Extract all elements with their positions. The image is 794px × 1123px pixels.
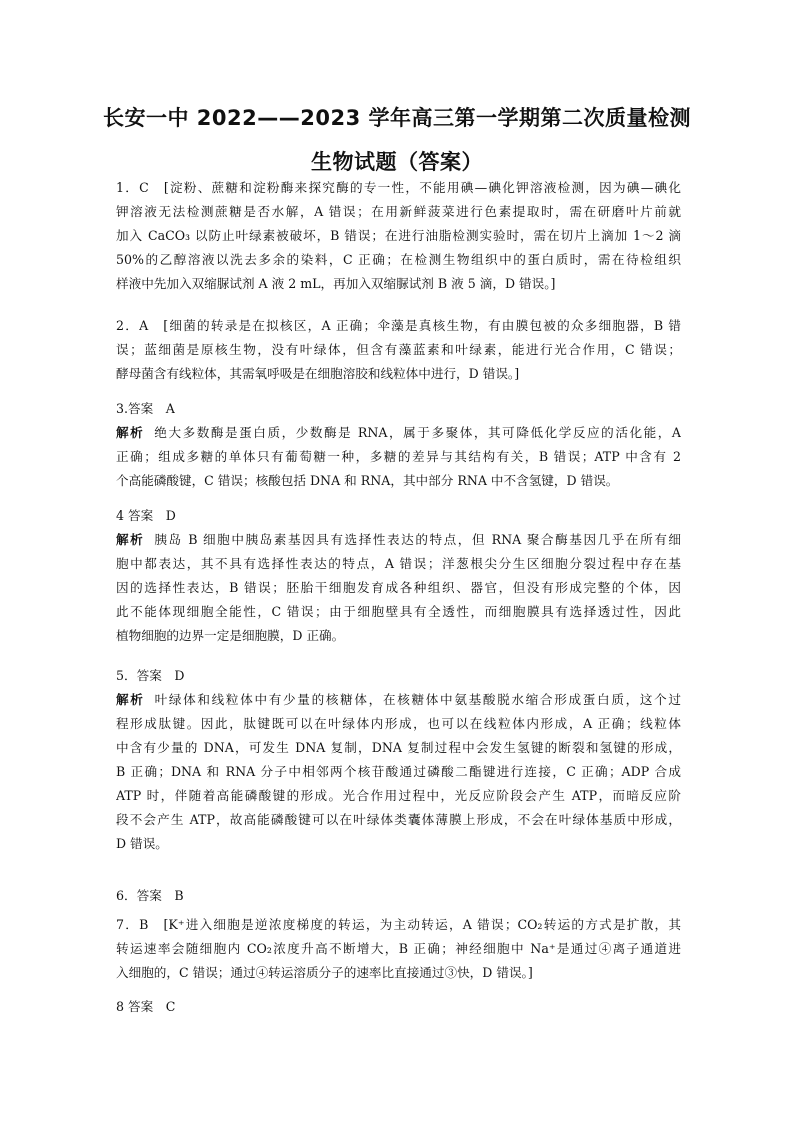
text-line: 误；蓝细菌是原核生物，没有叶绿体，但含有藻蓝素和叶绿素，能进行光合作用，C 错误； xyxy=(116,342,681,357)
analysis-text: 绝大多数酶是蛋白质，少数酶是 RNA，属于多聚体，其可降低化学反应的活化能，A xyxy=(154,425,681,440)
analysis-label: 解析 xyxy=(116,692,145,707)
answer-item-1 xyxy=(116,176,681,296)
text-line xyxy=(116,528,681,552)
text-line: 转运速率会随细胞内 CO₂浓度升高不断增大，B 正确；神经细胞中 Na⁺是通过④离子通道进 xyxy=(116,941,681,956)
answer-item-7 xyxy=(116,913,681,985)
text-line: 程形成肽键。因此，肽键既可以在叶绿体内形成，也可以在线粒体内形成，A 正确；线粒体 xyxy=(116,716,681,731)
answer-item-3 xyxy=(116,397,681,493)
text-line: ATP 时，伴随着高能磷酸键的形成。光合作用过程中，光反应阶段会产生 ATP，而暗反应阶 xyxy=(116,788,681,803)
text-line: 植物细胞的边界一定是细胞膜，D 正确。 xyxy=(116,628,345,643)
analysis-text: 胰岛 B 细胞中胰岛素基因具有选择性表达的特点，但 RNA 聚合酶基因几乎在所有细 xyxy=(154,532,681,547)
text-line: 1．C [淀粉、蔗糖和淀粉酶来探究酶的专一性，不能用碘—碘化钾溶液检测，因为碘—碘化 xyxy=(116,180,681,195)
answer-line: 8 答案 C xyxy=(116,999,176,1014)
text-line: 胞中都表达，其不具有选择性表达的特点，A 错误；洋葱根尖分生区细胞分裂过程中存在基 xyxy=(116,556,681,571)
text-line: 50%的乙醇溶液以洗去多余的染料，C 正确；在检测生物组织中的蛋白质时，需在待检组织 xyxy=(116,252,681,267)
text-line xyxy=(116,688,681,712)
text-line: 此不能体现细胞全能性，C 错误；由于细胞壁具有全透性，而细胞膜具有选择透过性，因此 xyxy=(116,604,681,619)
analysis-text: 叶绿体和线粒体中有少量的核糖体，在核糖体中氨基酸脱水缩合形成蛋白质，这个过 xyxy=(154,692,681,707)
analysis-label: 解析 xyxy=(116,532,145,547)
document-title: 长安一中 2022——2023 学年高三第一学期第二次质量检测 xyxy=(102,106,691,130)
text-line: 因的选择性表达，B 错误；胚胎干细胞发育成各种组织、器官，但没有形成完整的个体，因 xyxy=(116,580,681,595)
answer-item-2 xyxy=(116,314,681,386)
answer-item-8 xyxy=(116,995,681,1019)
text-line: 样液中先加入双缩脲试剂 A 液 2 mL，再加入双缩脲试剂 B 液 5 滴，D 错误。] xyxy=(116,276,556,291)
text-line xyxy=(116,421,681,445)
text-line: B 正确；DNA 和 RNA 分子中相邻两个核苷酸通过磷酸二酯键进行连接，C 正确；ADP 合成 xyxy=(116,764,681,779)
answer-item-5 xyxy=(116,664,681,856)
answer-line: 4 答案 D xyxy=(116,508,176,523)
text-line: 入细胞的，C 错误；通过④转运溶质分子的速率比直接通过③快，D 错误。] xyxy=(116,965,533,980)
text-line: 钾溶液无法检测蔗糖是否水解，A 错误；在用新鲜菠菜进行色素提取时，需在研磨叶片前就 xyxy=(116,204,681,219)
text-line: 正确；组成多糖的单体只有葡萄糖一种，多糖的差异与其结构有关，B 错误；ATP 中含有 2 xyxy=(116,449,681,464)
text-line: D 错误。 xyxy=(116,836,168,851)
text-line: 酵母菌含有线粒体，其需氧呼吸是在细胞溶胶和线粒体中进行，D 错误。] xyxy=(116,366,520,381)
text-line: 加入 CaCO₃ 以防止叶绿素被破坏，B 错误；在进行油脂检测实验时，需在切片上滴加 1～2 滴 xyxy=(116,228,681,243)
document-subtitle: 生物试题（答案） xyxy=(311,150,483,174)
answer-item-4 xyxy=(116,504,681,648)
text-line: 7．B [K⁺进入细胞是逆浓度梯度的转运，为主动转运，A 错误；CO₂转运的方式是扩散，其 xyxy=(116,917,681,932)
text-line: 段不会产生 ATP，故高能磷酸键可以在叶绿体类囊体薄膜上形成，不会在叶绿体基质中形成， xyxy=(116,812,681,827)
text-line: 个高能磷酸键，C 错误；核酸包括 DNA 和 RNA，其中部分 RNA 中不含氢键，D 错误。 xyxy=(116,473,619,488)
answer-line: 5．答案 D xyxy=(116,668,185,683)
answer-line: 3.答案 A xyxy=(116,401,175,416)
answer-line: 6．答案 B xyxy=(116,888,184,903)
text-line: 中含有少量的 DNA，可发生 DNA 复制，DNA 复制过程中会发生氢键的断裂和氢键的形成， xyxy=(116,740,681,755)
analysis-label: 解析 xyxy=(116,425,145,440)
answer-item-6 xyxy=(116,884,681,908)
text-line: 2．A [细菌的转录是在拟核区，A 正确；伞藻是真核生物，有由膜包被的众多细胞器，B 错 xyxy=(116,318,681,333)
